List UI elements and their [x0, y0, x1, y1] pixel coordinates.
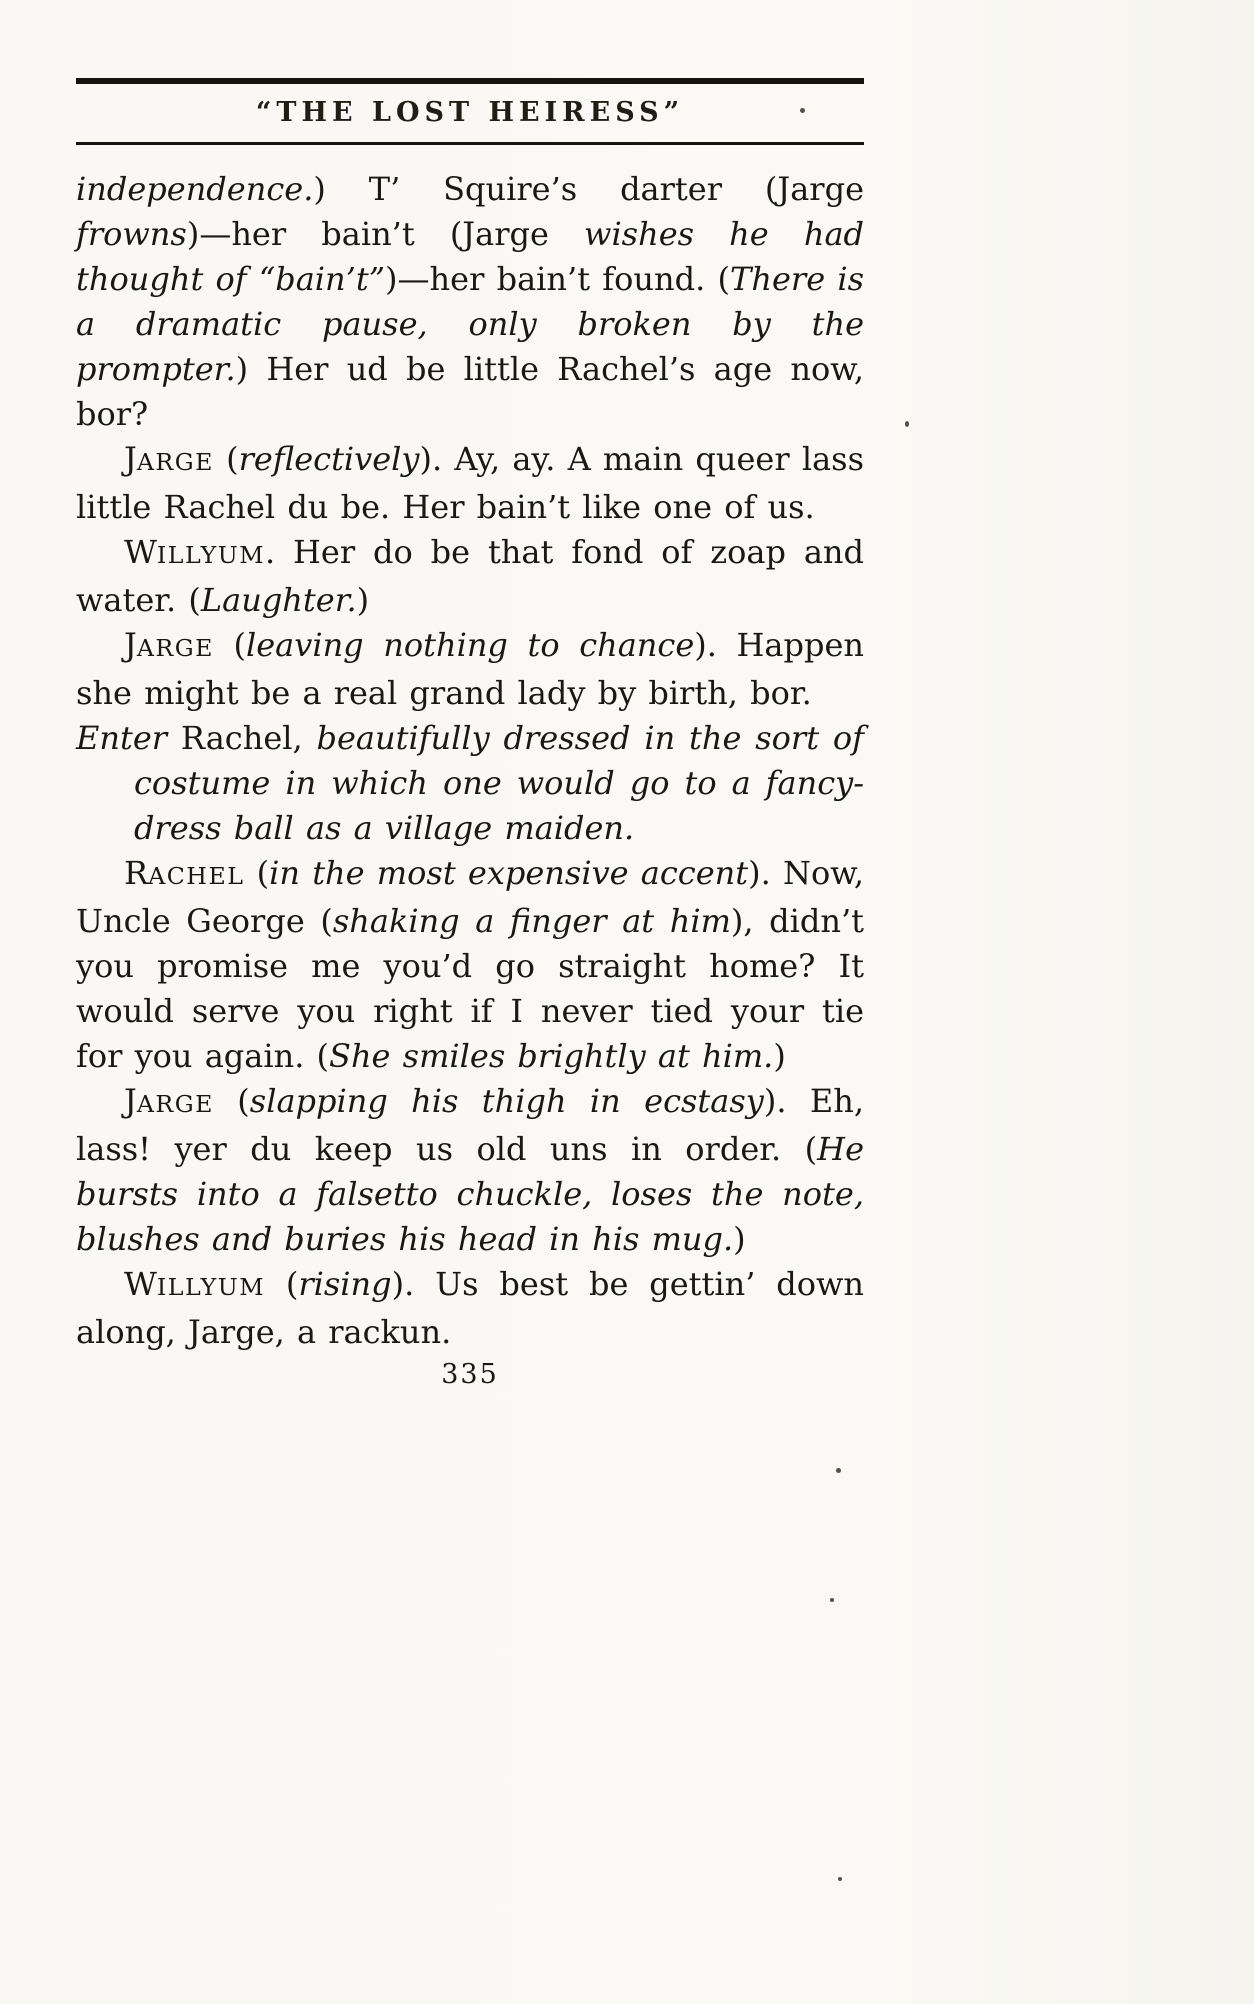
paragraph-continuation: independence.) T’ Squire’s darter (Jarge frowns)—her bain’t (Jarge wishes he had thought of “bain’t”)—her bain’t found. (There is a dramatic pause, only broken by the prompter.) Her ud be little Rachel’s age now, bor?: [76, 170, 865, 433]
paragraph-speech: JARGE (slapping his thigh in ecstasy). Eh, lass! yer du keep us old uns in order. (He bursts into a falsetto chuckle, loses the note, blushes and buries his head in his mug.): [76, 1082, 865, 1258]
text-column: [76, 0, 864, 1390]
header-rule-bottom: [76, 142, 864, 145]
paragraph-speech: JARGE (leaving nothing to chance). Happen she might be a real grand lady by birth, bor.: [76, 626, 864, 712]
italic-run: rising: [298, 1265, 392, 1303]
paragraph-speech: WILLYUM (rising). Us best be gettin’ down along, Jarge, a rackun.: [76, 1265, 865, 1351]
italic-run: shaking a finger at him: [332, 902, 731, 940]
paragraph-speech: RACHEL (in the most expensive accent). Now, Uncle George (shaking a finger at him), didn’t you promise me you’d go straight home? It would serve you right if I never tied your tie for you again. (She smiles brightly at him.): [76, 854, 864, 1075]
speaker-name: WILLYUM: [124, 533, 265, 571]
scan-speck: [836, 1468, 841, 1473]
scan-speck: [838, 1877, 842, 1881]
italic-run: slapping his thigh in ecstasy: [249, 1082, 764, 1120]
scan-speck: [905, 421, 909, 427]
text-block: [76, 167, 864, 1355]
italic-run: beautifully dressed in the sort of costume in which one would go to a fancy-dress ball as a village maiden.: [134, 719, 865, 847]
italic-run: frowns: [76, 215, 187, 253]
italic-run: wishes he had thought of “bain’t”: [76, 215, 865, 298]
italic-run: She smiles brightly at him.: [329, 1037, 774, 1075]
italic-run: He bursts into a falsetto chuckle, loses the note, blushes and buries his head in his mug.: [76, 1130, 864, 1258]
scan-speck: [830, 1598, 834, 1602]
scan-speck: [800, 108, 805, 113]
paragraph-stage-direction: Enter Rachel, beautifully dressed in the sort of costume in which one would go to a fancy-dress ball as a village maiden.: [76, 719, 865, 847]
header-rule-top: [76, 78, 864, 84]
speaker-name: JARGE: [124, 1082, 214, 1120]
italic-run: in the most expensive accent: [269, 854, 749, 892]
speaker-name: JARGE: [124, 440, 214, 478]
italic-run: There is a dramatic pause, only broken by the prompter.: [76, 260, 865, 388]
speaker-name: WILLYUM: [124, 1265, 265, 1303]
italic-run: Enter: [76, 719, 168, 757]
paragraph-speech: JARGE (reflectively). Ay, ay. A main queer lass little Rachel du be. Her bain’t like one of us.: [76, 440, 865, 526]
speaker-name: JARGE: [124, 626, 214, 664]
italic-run: reflectively: [238, 440, 420, 478]
page-number: 335: [441, 1359, 499, 1390]
italic-run: leaving nothing to chance: [246, 626, 695, 664]
running-header: “THE LOST HEIRESS”: [255, 97, 685, 128]
italic-run: Laughter.: [200, 581, 357, 619]
italic-run: independence.: [76, 170, 314, 208]
paragraph-speech: WILLYUM. Her do be that fond of zoap and water. (Laughter.): [76, 533, 864, 619]
speaker-name: RACHEL: [124, 854, 245, 892]
